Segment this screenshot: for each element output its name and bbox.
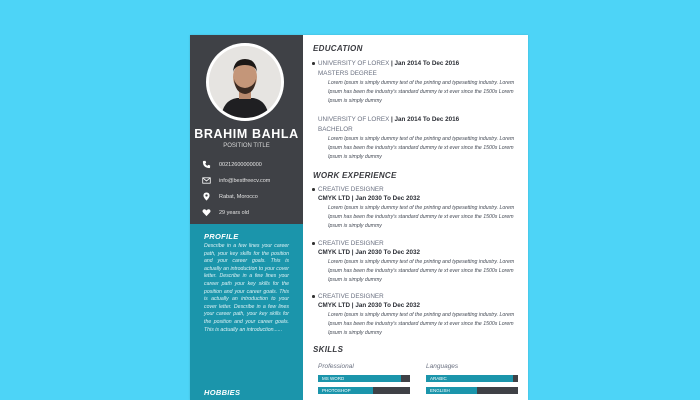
skill-name: PHOTOSHOP: [322, 388, 351, 393]
work-heading: WORK EXPERIENCE: [313, 171, 397, 180]
company-name: CMYK LTD: [318, 195, 351, 202]
location-text: Rabat, Morocco: [219, 193, 258, 200]
work-date: Jan 2030 To Dec 2032: [355, 249, 420, 256]
profile-heading: PROFILE: [204, 232, 239, 241]
education-description: Lorem Ipsum is simply dummy text of the printing and typesetting industry. Lorem Ipsum has been the industry's standard dummy te xt ever since the 1500s Lorem Ipsum is simply dummy: [328, 80, 515, 104]
degree: BACHELOR: [318, 126, 353, 133]
job-role: CREATIVE DESIGNER: [318, 240, 384, 247]
education-date: Jan 2014 To Dec 2016: [394, 116, 460, 123]
bullet-icon: [312, 242, 315, 245]
main-content: [303, 35, 528, 400]
work-item: CREATIVE DESIGNER CMYK LTD | Jan 2030 To Dec 2032 Lorem Ipsum is simply dummy text of the printing and typesetting industry. Lorem Ipsum has been the industry's standard dummy te xt ever since the 1500s Lorem Ipsum is simply dummy: [318, 186, 523, 231]
phone-text: 00212600000000: [219, 161, 262, 168]
skill-bar: [318, 375, 410, 382]
work-date: Jan 2030 To Dec 2032: [355, 302, 420, 309]
avatar: [206, 43, 284, 121]
work-item: CREATIVE DESIGNER CMYK LTD | Jan 2030 To Dec 2032 Lorem Ipsum is simply dummy text of the printing and typesetting industry. Lorem Ipsum has been the industry's standard dummy te xt ever since the 1500s Lorem Ipsum is simply dummy: [318, 293, 523, 338]
work-item: CREATIVE DESIGNER CMYK LTD | Jan 2030 To Dec 2032 Lorem Ipsum is simply dummy text of the printing and typesetting industry. Lorem Ipsum has been the industry's standard dummy te xt ever since the 1500s Lorem Ipsum is simply dummy: [318, 240, 523, 285]
company-name: CMYK LTD: [318, 302, 351, 309]
resume-page: [190, 35, 528, 400]
candidate-name: BRAHIM BAHLA: [194, 127, 299, 141]
bullet-icon: [312, 188, 315, 191]
professional-skills: [318, 363, 410, 394]
mail-icon: [202, 176, 211, 185]
sidebar: [190, 35, 303, 400]
age-text: 29 years old: [219, 209, 249, 216]
language-skills-title: Languages: [426, 363, 459, 370]
school-name: UNIVERSITY OF LOREX: [318, 60, 390, 67]
profile-text: Describe in a few lines your career path, your key skills for the position and your career goals. This is actually an introduction to your cover letter. Describe in a few lines your career path your key skills for the position and your career goals. This is actually an introduction to your cover letter. Describe in a few lines your career path, your key skills for the position and your career goals. This is actually an introduction......: [204, 243, 289, 333]
skill-name: MS WORD: [322, 376, 345, 381]
professional-skills-title: Professional: [318, 363, 354, 370]
education-heading: EDUCATION: [313, 44, 363, 53]
job-role: CREATIVE DESIGNER: [318, 186, 384, 193]
contact-phone: [202, 160, 262, 169]
contact-email: [202, 176, 270, 185]
skill-name: ARABIC: [430, 376, 447, 381]
bullet-icon: [312, 295, 315, 298]
work-description: Lorem Ipsum is simply dummy text of the printing and typesetting industry. Lorem Ipsum has been the industry's standard dummy te xt ever since the 1500s Lorem Ipsum is simply dummy: [328, 312, 515, 336]
position-title: POSITION TITLE: [223, 143, 270, 149]
work-description: Lorem Ipsum is simply dummy text of the printing and typesetting industry. Lorem Ipsum has been the industry's standard dummy te xt ever since the 1500s Lorem Ipsum is simply dummy: [328, 205, 515, 229]
work-description: Lorem Ipsum is simply dummy text of the printing and typesetting industry. Lorem Ipsum has been the industry's standard dummy te xt ever since the 1500s Lorem Ipsum is simply dummy: [328, 259, 515, 283]
education-date: Jan 2014 To Dec 2016: [394, 60, 460, 67]
school-name: UNIVERSITY OF LOREX: [318, 116, 390, 123]
company-name: CMYK LTD: [318, 249, 351, 256]
contact-location: [202, 192, 258, 201]
contact-age: [202, 208, 249, 217]
location-pin-icon: [202, 192, 211, 201]
bullet-icon: [312, 62, 315, 65]
skill-bar: [318, 387, 410, 394]
skills-heading: SKILLS: [313, 345, 344, 354]
email-text: info@bestfreecv.com: [219, 177, 271, 184]
language-skills: [426, 363, 518, 394]
degree: MASTERS DEGREE: [318, 70, 377, 77]
person-photo-icon: [209, 46, 281, 118]
work-date: Jan 2030 To Dec 2032: [355, 195, 420, 202]
education-item: UNIVERSITY OF LOREX | Jan 2014 To Dec 2016 BACHELOR Lorem Ipsum is simply dummy text of the printing and typesetting industry. Lorem Ipsum has been the industry's standard dummy te xt ever since the 1500s Lorem Ipsum is simply dummy: [318, 116, 523, 162]
phone-icon: [202, 160, 211, 169]
education-description: Lorem Ipsum is simply dummy text of the printing and typesetting industry. Lorem Ipsum has been the industry's standard dummy te xt ever since the 1500s Lorem Ipsum is simply dummy: [328, 136, 515, 160]
education-item: UNIVERSITY OF LOREX | Jan 2014 To Dec 2016 MASTERS DEGREE Lorem Ipsum is simply dummy text of the printing and typesetting industry. Lorem Ipsum has been the industry's standard dummy te xt ever since the 1500s Lorem Ipsum is simply dummy: [318, 60, 523, 106]
skill-bar: [426, 387, 518, 394]
skill-bar: [426, 375, 518, 382]
skill-name: ENGLISH: [430, 388, 450, 393]
job-role: CREATIVE DESIGNER: [318, 293, 384, 300]
heart-icon: [202, 208, 211, 217]
hobbies-heading: HOBBIES: [204, 388, 241, 397]
